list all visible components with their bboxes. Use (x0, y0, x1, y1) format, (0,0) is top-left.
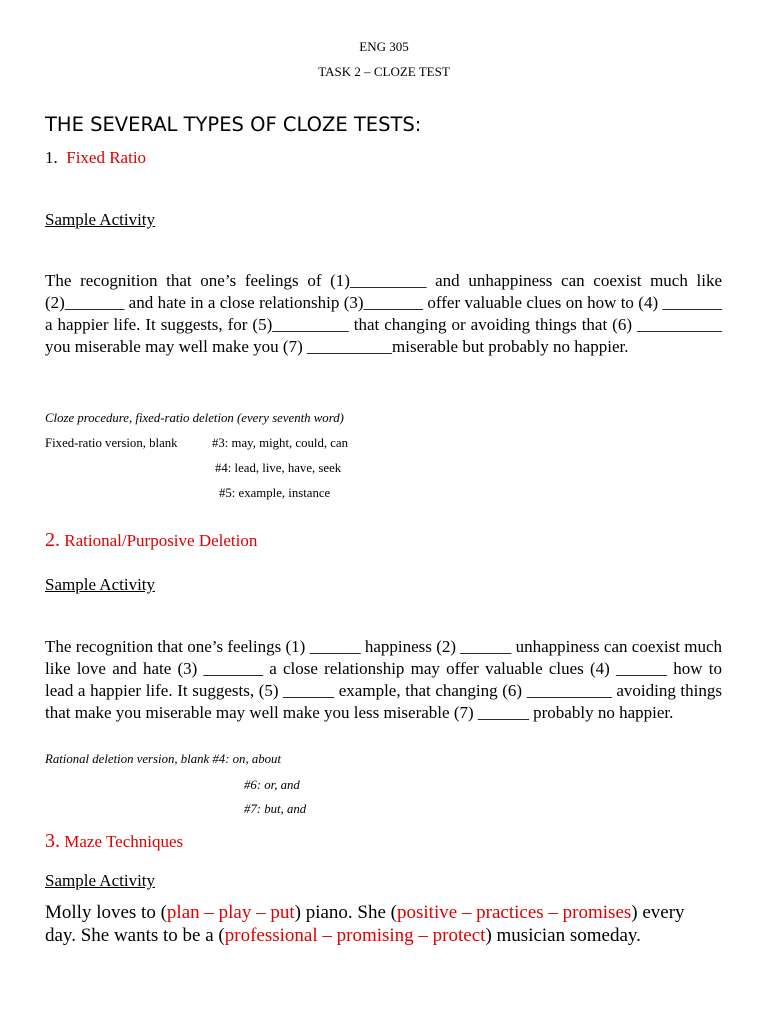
section-3-maze-passage (45, 902, 685, 947)
section-3-number: 3. (45, 830, 60, 852)
section-2-blank-7: #7: but, and (244, 802, 307, 816)
maze-text-1: Molly loves to ( (45, 902, 167, 923)
task-title: TASK 2 – CLOZE TEST (318, 64, 450, 79)
section-1-caption: Cloze procedure, fixed-ratio deletion (every seventh word) (45, 411, 344, 425)
maze-text-3: ) every day. She wants to be a ( (45, 902, 685, 946)
maze-options-2: positive – practices – promises (397, 902, 632, 923)
section-1-blank-5: #5: example, instance (219, 486, 331, 500)
section-3-heading (45, 830, 183, 853)
section-1-name: Fixed Ratio (66, 148, 147, 167)
section-2-heading (45, 529, 257, 552)
section-2-caption: Rational deletion version, blank #4: on, about (45, 752, 281, 766)
section-2-number: 2. (45, 529, 60, 551)
section-1-heading (45, 148, 146, 168)
section-2-blank-6: #6: or, and (244, 778, 300, 792)
section-1-blank-4: #4: lead, live, have, seek (215, 461, 342, 475)
maze-options-1: plan – play – put (166, 902, 295, 923)
maze-options-3: professional – promising – protect (224, 924, 486, 946)
section-2-sample-label: Sample Activity (45, 575, 156, 594)
maze-text-4: ) musician someday. (485, 924, 641, 946)
page-title: THE SEVERAL TYPES OF CLOZE TESTS: (45, 113, 422, 136)
section-1-blank-3: #3: may, might, could, can (212, 436, 348, 450)
maze-text-2: ) piano. She ( (294, 902, 397, 923)
section-1-passage: The recognition that one’s feelings of (1)_________ and unhappiness can coexist much like (2)_______ and hate in a close relationship (3)_______ offer valuable clues on how to (4) _______ a happier life. It suggests, for (5)_________ that changing or avoiding things that (6) __________ you miserable may well make you (7) __________miserable but probably no happier. (45, 271, 722, 356)
section-1-number: 1. (45, 148, 58, 167)
section-1-version-label: Fixed-ratio version, blank (45, 436, 178, 450)
section-2-name: Rational/Purposive Deletion (64, 531, 258, 550)
course-code: ENG 305 (359, 39, 409, 54)
section-2-passage: The recognition that one’s feelings (1) ______ happiness (2) ______ unhappiness can coexist much like love and hate (3) _______ a close relationship may offer valuable clues (4) ______ how to lead a happier life. It suggests, (5) ______ example, that changing (6) __________ avoiding things that make you miserable may well make you less miserable (7) ______ probably no happier. (45, 637, 722, 722)
section-3-sample-label: Sample Activity (45, 871, 156, 890)
section-1-sample-label: Sample Activity (45, 210, 156, 229)
section-3-name: Maze Techniques (64, 832, 184, 851)
